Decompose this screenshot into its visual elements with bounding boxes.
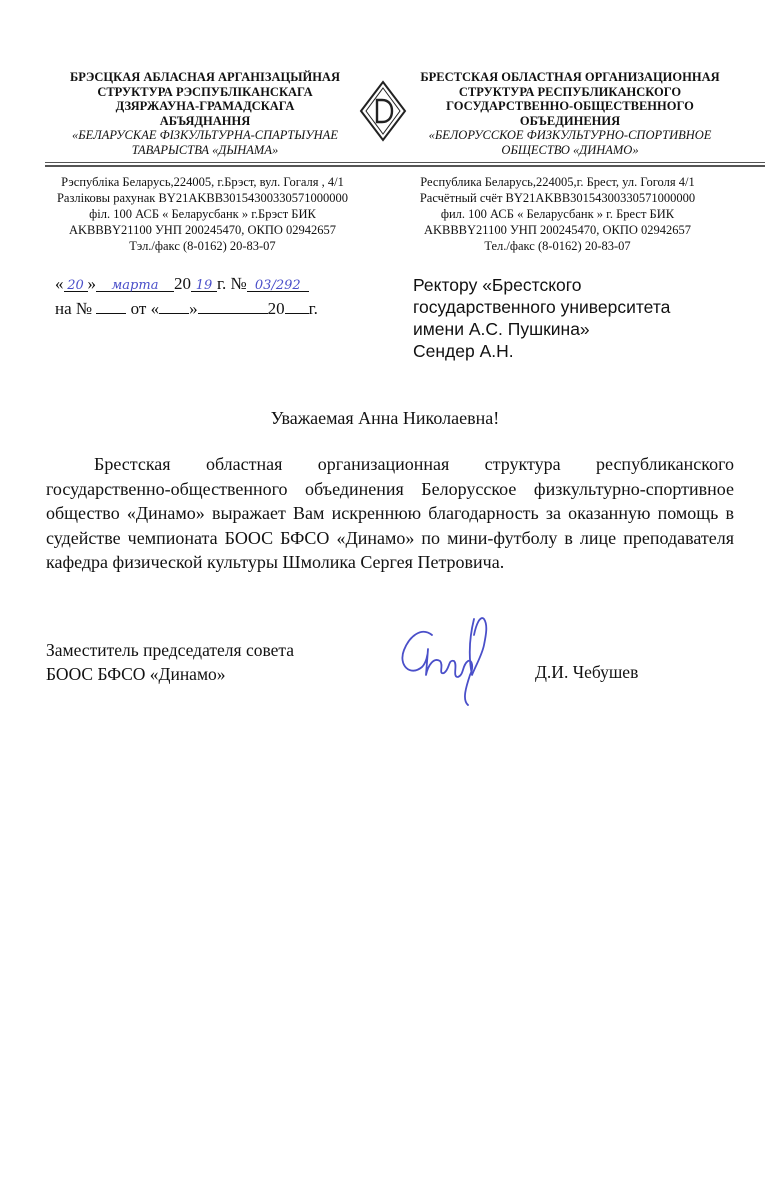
address-right-line-5: Тел./факс (8-0162) 20-83-07 [484, 239, 631, 253]
addressee-line-2: государственного университета [413, 297, 671, 317]
month-field [96, 274, 174, 292]
dinamo-emblem-icon [358, 80, 408, 142]
address-left-line-5: Тэл./факс (8-0162) 20-83-07 [129, 239, 276, 253]
addressee-line-1: Ректору «Брестского [413, 275, 582, 295]
handwritten-signature-icon [392, 605, 502, 715]
addressee-line-3: имени А.С. Пушкина» [413, 319, 590, 339]
signatory-position-line-1: Заместитель председателя совета [46, 640, 295, 660]
header-divider-thick [45, 165, 765, 167]
address-russian [400, 174, 715, 254]
number-label: г. № [217, 274, 247, 293]
address-right-line-3: фил. 100 АСБ « Беларусбанк » г. Брест БИК [440, 207, 675, 221]
header-left-line-1: БРЭСЦКАЯ АБЛАСНАЯ АРГАНІЗАЦЫЙНАЯ [70, 70, 340, 84]
outgoing-reference [55, 274, 309, 294]
incoming-number-label: на № [55, 299, 93, 318]
addressee-line-4: Сендер А.Н. [413, 341, 514, 361]
incoming-date-label: от « [130, 299, 160, 318]
header-right-line-4: ОБЪЕДИНЕНИЯ [519, 113, 621, 128]
header-left-line-6: ТАВАРЫСТВА «ДЫНАМА» [131, 142, 279, 157]
month-value: марта [111, 278, 159, 293]
day-value: 20 [67, 278, 84, 293]
signatory-position-line-2: БООС БФСО «Динамо» [46, 664, 226, 684]
address-left-line-2: Разліковы рахунак BY21AKBB30154300330571000000 [56, 191, 349, 205]
signatory-position [46, 638, 294, 686]
address-left-line-3: філ. 100 АСБ « Беларусбанк » г.Брэст БИК [89, 207, 316, 221]
header-belarusian [55, 70, 355, 157]
incoming-month-field [198, 296, 268, 314]
header-left-line-2: СТРУКТУРА РЭСПУБЛІКАНСКАГА [97, 84, 313, 99]
incoming-year-prefix: 20 [267, 299, 285, 318]
address-right-line-1: Республика Беларусь,224005,г. Брест, ул. Гоголя 4/1 [420, 175, 695, 189]
year-value: 19 [195, 278, 213, 293]
incoming-day-field [159, 296, 189, 314]
header-right-line-2: СТРУКТУРА РЕСПУБЛИКАНСКОГО [458, 84, 682, 99]
incoming-year-suffix: г. [308, 299, 318, 318]
year-field [191, 274, 217, 292]
signatory-name: Д.И. Чебушев [535, 662, 639, 682]
incoming-reference [55, 296, 318, 319]
header-right-line-1: БРЕСТСКАЯ ОБЛАСТНАЯ ОРГАНИЗАЦИОННАЯ [420, 70, 720, 84]
quote-open: « [55, 274, 64, 293]
number-field [247, 274, 309, 292]
address-belarusian [45, 174, 360, 254]
number-value: 03/292 [254, 278, 301, 293]
quote-close: » [87, 274, 96, 293]
header-russian [405, 70, 735, 157]
salutation: Уважаемая Анна Николаевна! [270, 408, 500, 428]
header-right-line-3: ГОСУДАРСТВЕННО-ОБЩЕСТВЕННОГО [446, 99, 694, 113]
day-field [64, 274, 88, 292]
incoming-year-field [285, 296, 309, 314]
address-right-line-2: Расчётный счёт BY21AKBB30154300330571000000 [419, 191, 696, 205]
incoming-number-field [96, 296, 126, 314]
addressee-block [413, 274, 670, 362]
header-left-line-3: ДЗЯРЖАУНА-ГРАМАДСКАГА [115, 99, 295, 113]
header-divider-thin [45, 162, 765, 163]
letter-body: Брестская областная организационная структура республиканского государственно-общественного объединения Белорусское физкультурно-спортивное общество «Динамо» выражает Вам искреннюю благодарность за оказанную помощь в судействе чемпионата БООС БФСО «Динамо» по мини-футболу в лице преподавателя кафедра физической культуры Шмолика Сергея Петровича. [46, 454, 734, 572]
address-left-line-4: AKBBBY21100 УНП 200245470, ОКПО 02942657 [68, 223, 337, 237]
header-left-line-4: АБЪЯДНАННЯ [159, 113, 251, 128]
address-left-line-1: Рэспубліка Беларусь,224005, г.Брэст, вул. Гогаля , 4/1 [61, 175, 344, 189]
header-right-line-6: ОБЩЕСТВО «ДИНАМО» [501, 142, 639, 157]
year-prefix: 20 [174, 274, 191, 293]
incoming-quote-close: » [189, 299, 198, 318]
address-right-line-4: AKBBBY21100 УНП 200245470, ОКПО 02942657 [423, 223, 692, 237]
header-right-line-5: «БЕЛОРУССКОЕ ФИЗКУЛЬТУРНО-СПОРТИВНОЕ [428, 128, 712, 142]
header-left-line-5: «БЕЛАРУСКАЕ ФІЗКУЛЬТУРНА-СПАРТЫУНАЕ [72, 128, 338, 142]
